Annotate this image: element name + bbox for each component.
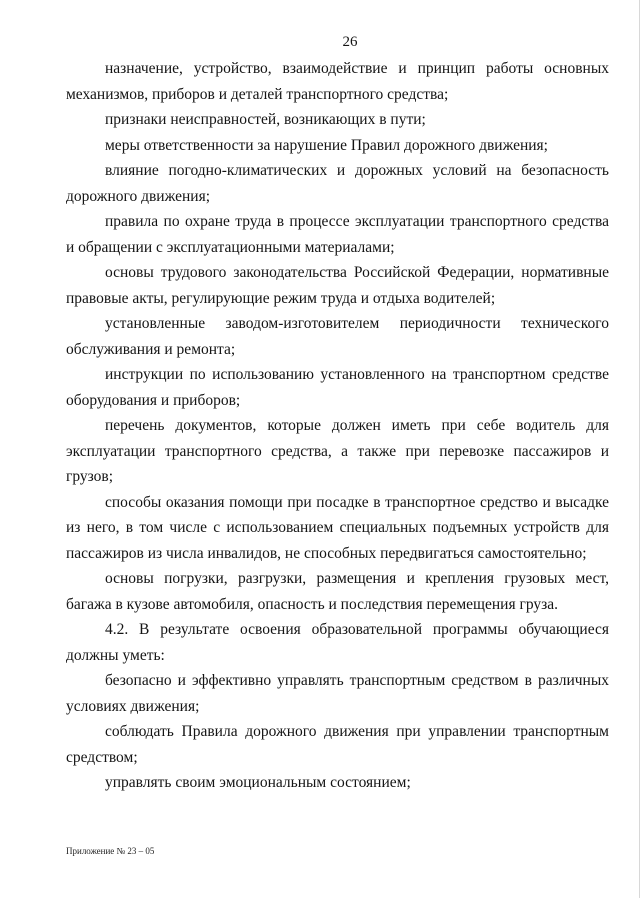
- body-text: [66, 56, 609, 796]
- paragraph-knowledge-labor-law: основы трудового законодательства Российской Федерации, нормативные правовые акты, регулирующие режим труда и отдыха водителей;: [66, 264, 609, 307]
- paragraph-skill-driving: безопасно и эффективно управлять транспортным средством в различных условиях движения;: [66, 672, 609, 715]
- paragraph-knowledge-mechanisms: назначение, устройство, взаимодействие и принцип работы основных механизмов, приборов и деталей транспортного средства;: [66, 60, 609, 103]
- paragraph-knowledge-labor-safety: правила по охране труда в процессе эксплуатации транспортного средства и обращении с эксплуатационными материалами;: [66, 213, 609, 256]
- paragraph-knowledge-passenger-assistance: способы оказания помощи при посадке в транспортное средство и высадке из него, в том числе с использованием специальных подъемных устройств для пассажиров из числа инвалидов, не способных передвигаться самостоятельно;: [66, 493, 609, 562]
- paragraph-knowledge-faults: признаки неисправностей, возникающих в пути;: [105, 111, 426, 128]
- paragraph-knowledge-maintenance: установленные заводом-изготовителем периодичности технического обслуживания и ремонта;: [66, 315, 609, 358]
- paragraph-knowledge-liability: меры ответственности за нарушение Правил дорожного движения;: [105, 136, 548, 154]
- footer-appendix-label: Приложение № 23 – 05: [66, 846, 155, 856]
- paragraph-knowledge-documents: перечень документов, которые должен иметь при себе водитель для эксплуатации транспортного средства, а также при перевозке пассажиров и грузов;: [66, 417, 609, 485]
- paragraph-knowledge-cargo: основы погрузки, разгрузки, размещения и крепления грузовых мест, багажа в кузове автомобиля, опасность и последствия перемещения груза.: [66, 570, 609, 613]
- paragraph-skill-traffic-rules: соблюдать Правила дорожного движения при управлении транспортным средством;: [66, 723, 609, 766]
- paragraph-knowledge-instructions: инструкции по использованию установленного на транспортном средстве оборудования и приборов;: [66, 366, 609, 409]
- paragraph-skill-emotions: управлять своим эмоциональным состоянием;: [105, 774, 411, 791]
- page-number: 26: [342, 34, 358, 50]
- paragraph-section-4-2: 4.2. В результате освоения образовательной программы обучающиеся должны уметь:: [66, 621, 609, 664]
- paragraph-knowledge-weather: влияние погодно-климатических и дорожных условий на безопасность дорожного движения;: [66, 162, 609, 205]
